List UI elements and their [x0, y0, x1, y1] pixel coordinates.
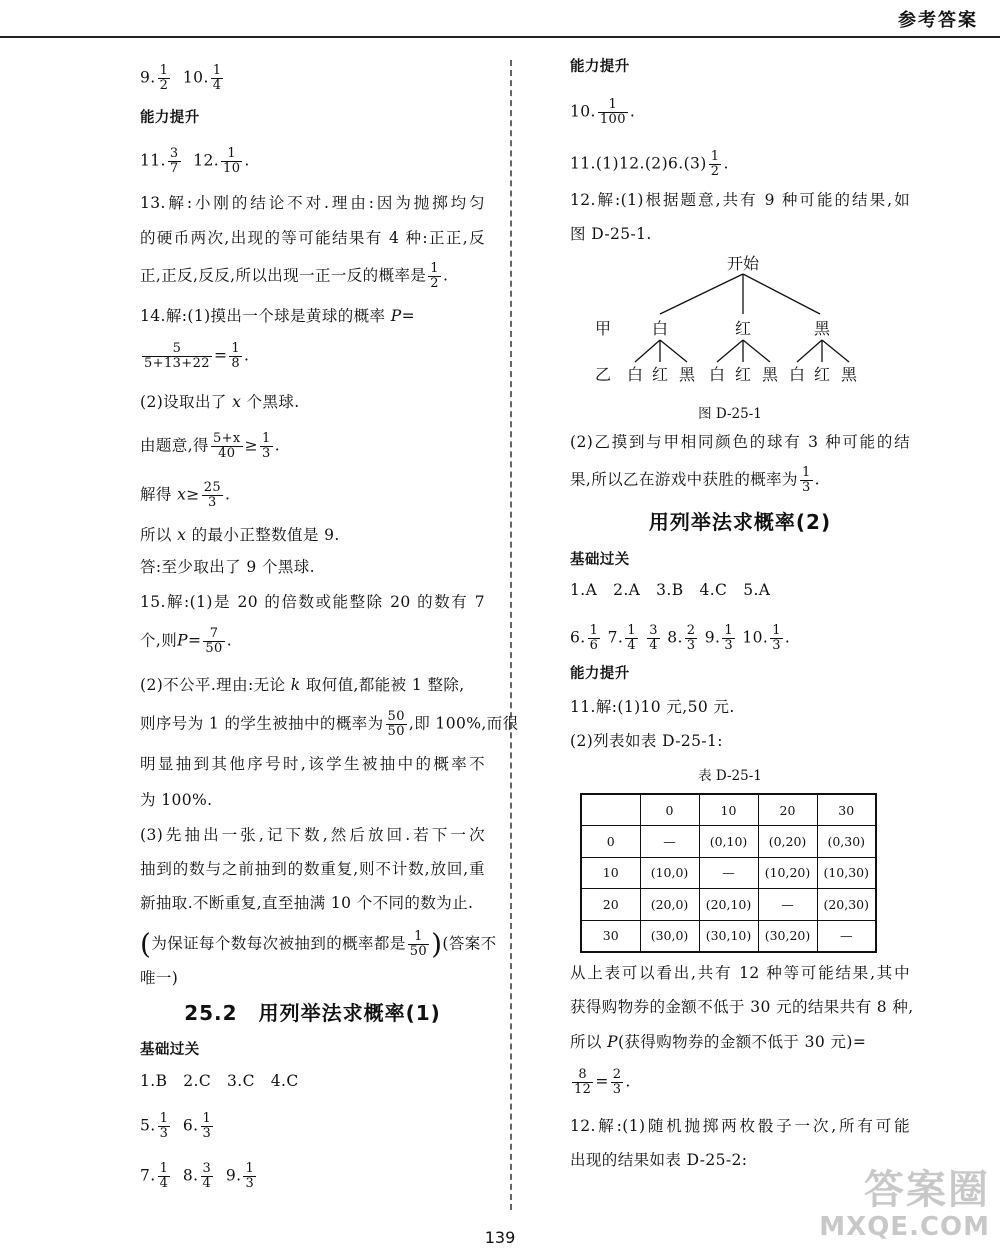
- q15-line-3: (2)不公平.理由:无论 k 取何值,都能被 1 整除,: [140, 676, 465, 694]
- table-row: [581, 857, 876, 889]
- table-row: [581, 889, 876, 921]
- watermark-text: 答案圈: [864, 1167, 990, 1213]
- table-row: [581, 826, 876, 858]
- fraction: $\frac{2}{3}$: [686, 623, 696, 653]
- after-table-line-4: $\frac{8}{12}$ = $\frac{2}{3}$ .: [574, 1067, 631, 1097]
- branch: [660, 340, 687, 362]
- q15-line-6: 为 100%.: [140, 791, 213, 809]
- after-table-line-1: 从上表可以看出,共有 12 种等可能结果,其中: [570, 964, 910, 982]
- answer-9-10: [140, 64, 485, 93]
- table-cell: (10,20): [758, 857, 817, 889]
- fraction: $\frac{1}{3}$: [245, 1161, 255, 1191]
- q11-line-1: 11.解:(1)10 元,50 元.: [570, 698, 735, 716]
- answer-10: 10. $\frac{1}{100}$ .: [570, 97, 636, 127]
- section-title-sub2: 用列举法求概率(2): [648, 510, 832, 534]
- answers-5-6: 5. $\frac{1}{3}$ 6. $\frac{1}{3}$: [140, 1111, 212, 1141]
- watermark-url: MXQE.COM: [819, 1212, 990, 1242]
- fraction: $\frac{1}{6}$: [589, 623, 599, 653]
- fraction: $\frac{1}{3}$: [801, 465, 811, 495]
- branch: [635, 340, 660, 362]
- fraction: $\frac{1}{3}$: [772, 623, 781, 653]
- q11-line-2: (2)列表如表 D-25-1:: [570, 732, 723, 750]
- fraction: $\frac{1}{2}$: [430, 261, 439, 291]
- q15-line-4: 则序号为 1 的学生被抽中的概率为 $\frac{50}{50}$ ,即 100%,而很: [140, 709, 519, 739]
- fraction: $\frac{1}{100}$: [599, 97, 626, 127]
- fraction: $\frac{1}{2}$: [159, 63, 169, 93]
- q13-line-2: 的硬币两次,出现的等可能结果有 4 种:正正,反: [140, 229, 485, 247]
- table-cell: (20,30): [817, 889, 876, 921]
- q12-line-4: 果,所以乙在游戏中获胜的概率为 $\frac{1}{3}$ .: [570, 465, 820, 495]
- section-title-25-2: 25.2 用列举法求概率(1): [184, 1001, 441, 1025]
- table-caption: 表 D-25-1: [698, 768, 762, 784]
- fraction: $\frac{1}{3}$: [724, 623, 734, 653]
- header-rule: [0, 36, 1000, 38]
- outcome-table: [580, 793, 877, 953]
- table-cell: (0,10): [699, 826, 758, 858]
- after-table-line-3: 所以 P(获得购物券的金额不低于 30 元)=: [570, 1033, 867, 1051]
- table-cell: (20,0): [640, 889, 699, 921]
- section-heading-basic: 基础过关: [570, 552, 630, 568]
- table-cell: (0,20): [758, 826, 817, 858]
- table-cell: 20: [581, 889, 640, 921]
- figure-caption: 图 D-25-1: [698, 406, 762, 422]
- item-number: 10.: [182, 68, 209, 87]
- branch: [717, 340, 743, 362]
- table-cell: 20: [758, 794, 817, 826]
- fraction: $\frac{1}{3}$: [159, 1111, 169, 1141]
- fraction: $\frac{7}{50}$: [205, 626, 223, 656]
- column-divider: [510, 60, 512, 1210]
- table-row: [581, 920, 876, 952]
- answer-11-12: 11. $\frac{3}{7}$ 12. $\frac{1}{10}$ .: [140, 146, 250, 176]
- table-cell: —: [699, 857, 758, 889]
- q14-line-7: 答:至少取出了 9 个黑球.: [140, 558, 315, 576]
- table-cell: (10,30): [817, 857, 876, 889]
- fraction: $\frac{1}{3}$: [262, 431, 271, 461]
- fraction: $\frac{3}{4}$: [649, 623, 658, 653]
- branch: [797, 340, 822, 362]
- q14-line-5: 解得 x≥ $\frac{25}{3}$ .: [140, 480, 231, 510]
- answers-1-4: 1.B 2.C 3.C 4.C: [140, 1072, 299, 1090]
- tree-root: 开始: [726, 254, 760, 273]
- q14-line-4: 由题意,得 $\frac{5+x}{40}$ ≥ $\frac{1}{3}$ .: [140, 431, 281, 461]
- tree-node: 黑: [813, 319, 831, 338]
- q15-line-9: 新抽取.不断重复,直至抽满 10 个不同的数为止.: [140, 894, 474, 912]
- tree-leaf: 黑: [678, 365, 696, 384]
- q15-line-11: 唯一): [140, 969, 179, 987]
- q13-line-1: 13.解:小刚的结论不对.理由:因为抛掷均匀: [140, 194, 485, 212]
- table-cell: (10,0): [640, 857, 699, 889]
- tree-leaf: 黑: [840, 365, 858, 384]
- answers-7-9: 7. $\frac{1}{4}$ 8. $\frac{3}{4}$ 9. $\frac{1}{3}$: [140, 1161, 255, 1191]
- table-cell: (20,10): [699, 889, 758, 921]
- section-heading-ability-2: 能力提升: [570, 666, 630, 682]
- section-heading-ability: 能力提升: [570, 59, 630, 75]
- q15-line-2: 个,则P= $\frac{7}{50}$ .: [140, 626, 233, 656]
- q14-line-3: (2)设取出了 x 个黑球.: [140, 393, 300, 411]
- q14-line-1: 14.解:(1)摸出一个球是黄球的概率 P=: [140, 307, 415, 325]
- answers-6-10: 6. $\frac{1}{6}$ 7. $\frac{1}{4}$ $\frac{3}{4}$ 8. $\frac{2}{3}$ 9. $\frac{1}{3}$ 10. $\frac{1}{3}$ .: [570, 623, 791, 653]
- tree-leaf: 红: [734, 365, 752, 384]
- tree-branches: [635, 274, 849, 362]
- tree-node: 红: [734, 319, 752, 338]
- table-cell: —: [817, 920, 876, 952]
- answer-11: 11.(1)12.(2)6.(3) $\frac{1}{2}$ .: [570, 149, 729, 179]
- fraction: $\frac{1}{4}$: [159, 1161, 169, 1191]
- tree-row-label-yi: 乙: [594, 365, 612, 384]
- table-cell: [581, 794, 640, 826]
- fraction: $\frac{3}{7}$: [169, 146, 179, 176]
- tree-leaf: 红: [813, 365, 831, 384]
- table-cell: (0,30): [817, 826, 876, 858]
- table-cell: 0: [581, 826, 640, 858]
- q12-line-2: 图 D-25-1.: [570, 225, 652, 243]
- tree-leaf: 白: [708, 365, 726, 384]
- probability-tree-diagram: [585, 250, 885, 390]
- table-cell: 30: [817, 794, 876, 826]
- branch: [822, 340, 849, 362]
- running-header: 参考答案: [898, 10, 978, 31]
- tree-leaf: 红: [651, 365, 669, 384]
- fraction: $\frac{5}{5+13+22}$: [144, 341, 210, 371]
- section-heading-ability: 能力提升: [140, 110, 200, 126]
- table-header-row: [581, 794, 876, 826]
- branch: [743, 274, 820, 314]
- fraction: $\frac{1}{10}$: [223, 146, 241, 176]
- tree-leaf: 白: [626, 365, 644, 384]
- fraction: $\frac{25}{3}$: [203, 480, 222, 510]
- fraction: $\frac{1}{8}$: [231, 341, 241, 371]
- q15-line-5: 明显抽到其他序号时,该学生被抽中的概率不: [140, 755, 485, 773]
- fraction: $\frac{5+x}{40}$: [212, 431, 241, 461]
- q14-line-2: $\frac{5}{5+13+22}$ = $\frac{1}{8}$ .: [144, 341, 250, 371]
- branch: [743, 340, 770, 362]
- table-cell: (30,10): [699, 920, 758, 952]
- fraction: $\frac{8}{12}$: [574, 1067, 592, 1097]
- table-cell: (30,20): [758, 920, 817, 952]
- tree-row-label-jia: 甲: [594, 319, 612, 338]
- fraction: $\frac{1}{2}$: [710, 149, 720, 179]
- q15-line-7: (3)先抽出一张,记下数,然后放回.若下一次: [140, 826, 485, 844]
- table-cell: (30,0): [640, 920, 699, 952]
- fraction: $\frac{1}{4}$: [212, 63, 222, 93]
- fraction: $\frac{1}{3}$: [202, 1111, 212, 1141]
- q15-line-10: (为保证每个数每次被抽到的概率都是 $\frac{1}{50}$ )(答案不: [140, 927, 497, 961]
- q12-sub-line-2: 出现的结果如表 D-25-2:: [570, 1151, 748, 1169]
- tree-leaf: 白: [788, 365, 806, 384]
- q12-sub-line-1: 12.解:(1)随机抛掷两枚骰子一次,所有可能: [570, 1117, 910, 1135]
- tree-leaf: 黑: [761, 365, 779, 384]
- table-cell: —: [640, 826, 699, 858]
- q14-line-6: 所以 x 的最小正整数值是 9.: [140, 526, 340, 544]
- page-number: 139: [484, 1228, 516, 1247]
- table-cell: 30: [581, 920, 640, 952]
- after-table-line-2: 获得购物券的金额不低于 30 元的结果共有 8 种,: [570, 998, 914, 1016]
- answers-1-5: 1.A 2.A 3.B 4.C 5.A: [570, 581, 771, 599]
- q12-line-1: 12.解:(1)根据题意,共有 9 种可能的结果,如: [570, 191, 910, 209]
- table-cell: 10: [699, 794, 758, 826]
- tree-node: 白: [651, 319, 669, 338]
- table-cell: 10: [581, 857, 640, 889]
- q13-line-3: 正,正反,反反,所以出现一正一反的概率是 $\frac{1}{2}$ .: [140, 261, 449, 291]
- q12-line-3: (2)乙摸到与甲相同颜色的球有 3 种可能的结: [570, 433, 910, 451]
- branch: [660, 274, 743, 314]
- table-cell: —: [758, 889, 817, 921]
- fraction: $\frac{50}{50}$: [387, 709, 405, 739]
- section-heading-basic: 基础过关: [140, 1042, 200, 1058]
- fraction: $\frac{3}{4}$: [202, 1161, 212, 1191]
- fraction: $\frac{1}{50}$: [409, 929, 428, 959]
- fraction: $\frac{1}{4}$: [627, 623, 636, 653]
- table-cell: 0: [640, 794, 699, 826]
- fraction: $\frac{2}{3}$: [612, 1067, 622, 1097]
- q15-line-1: 15.解:(1)是 20 的倍数或能整除 20 的数有 7: [140, 593, 485, 611]
- q15-line-8: 抽到的数与之前抽到的数重复,则不计数,放回,重: [140, 860, 485, 878]
- item-number: 9.: [140, 68, 156, 87]
